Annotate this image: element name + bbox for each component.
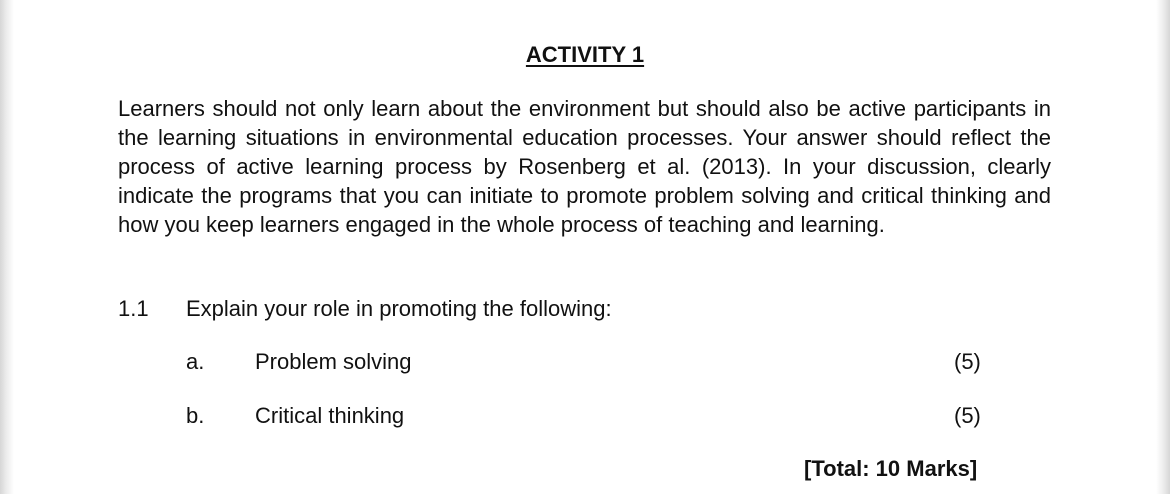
- item-b-marks: (5): [954, 403, 981, 428]
- question-number: 1.1: [118, 296, 149, 321]
- question-text: Explain your role in promoting the following:: [186, 296, 612, 321]
- item-a-marks: (5): [954, 349, 981, 374]
- item-a-text: Problem solving: [255, 349, 412, 374]
- item-b-text: Critical thinking: [255, 403, 405, 428]
- item-a-letter: a.: [186, 349, 205, 374]
- activity-title: ACTIVITY 1: [525, 42, 645, 67]
- item-b-letter: b.: [186, 403, 205, 428]
- total-marks: [Total: 10 Marks]: [804, 456, 978, 481]
- page-left-edge: [0, 0, 14, 494]
- activity-instructions: Learners should not only learn about the environment but should also be active participants in the learning situations in environmental education processes. Your answer should reflect the process of active learning process by Rosenberg et al. (2013). In your discussion, clearly indicate the programs that you can initiate to promote problem solving and critical thinking and how you keep learners engaged in the whole process of teaching and learning.: [118, 96, 1051, 237]
- page-right-edge: [1156, 0, 1170, 494]
